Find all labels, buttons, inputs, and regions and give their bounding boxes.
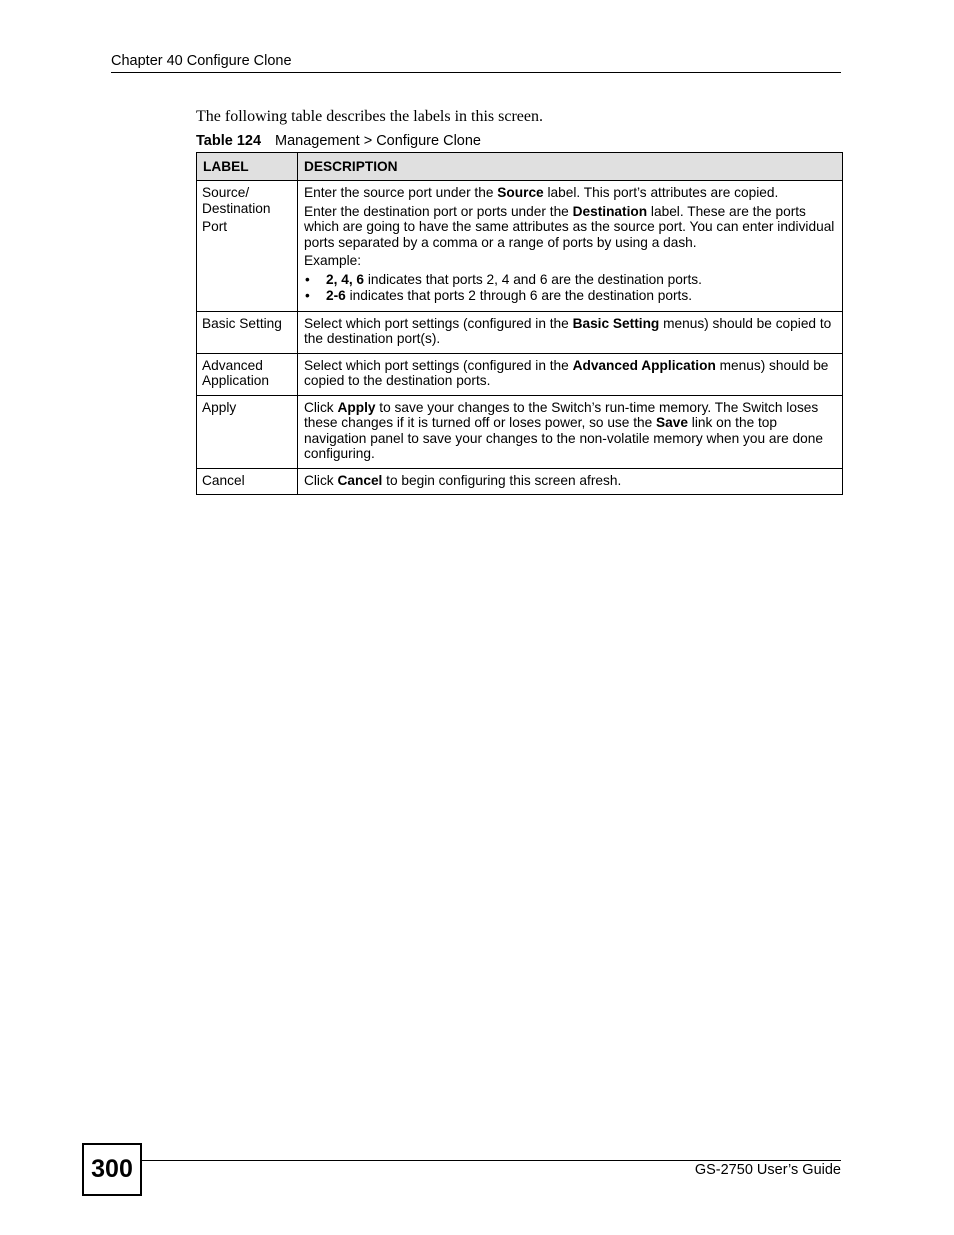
labels-table [196, 152, 843, 495]
table-row [197, 395, 843, 468]
label-cell: Apply [197, 395, 298, 468]
table-header-row [197, 153, 843, 181]
label-line: Application [202, 373, 269, 388]
description-cell [298, 181, 843, 312]
description-cell: Select which port settings (configured in the Advanced Application menus) should be copied to the destination ports. [298, 353, 843, 395]
list-item: • 2-6 indicates that ports 2 through 6 are the destination ports. [305, 288, 693, 303]
label-line: Destination [202, 200, 271, 216]
description-paragraph: Enter the destination port or ports under the Destination label. These are the ports which are going to have the same attributes as the source port. You can enter individual ports separated by a comma or a range of ports by using a dash. [304, 203, 835, 250]
table-row [197, 353, 843, 395]
page-number: 300 [82, 1143, 142, 1196]
table-row [197, 468, 843, 495]
table-title: Management > Configure Clone [275, 133, 481, 149]
example-list [304, 272, 836, 304]
header-label: LABEL [197, 153, 298, 181]
label-cell [197, 181, 298, 312]
label-cell: Basic Setting [197, 311, 298, 353]
label-line: Source/ [202, 185, 250, 200]
table-row [197, 311, 843, 353]
description-paragraph: Enter the source port under the Source label. This port’s attributes are copied. [304, 185, 779, 200]
label-cell: Cancel [197, 468, 298, 495]
description-cell: Select which port settings (configured in the Basic Setting menus) should be copied to the destination port(s). [298, 311, 843, 353]
running-header [111, 52, 841, 73]
label-cell [197, 353, 298, 395]
intro-paragraph: The following table describes the labels in this screen. [196, 108, 544, 125]
table-number: Table 124 [196, 133, 262, 149]
example-label: Example: [304, 253, 362, 268]
table-row [197, 181, 843, 312]
table-caption [196, 133, 481, 149]
header-description: DESCRIPTION [298, 153, 843, 181]
list-item: • 2, 4, 6 indicates that ports 2, 4 and 6 are the destination ports. [305, 271, 702, 287]
description-cell: Click Apply to save your changes to the Switch’s run-time memory. The Switch loses these changes if it is turned off or loses power, so use the Save link on the top navigation panel to save your changes to the non-volatile memory when you are done configuring. [298, 395, 843, 468]
label-line: Advanced [202, 357, 263, 373]
label-line: Port [202, 219, 228, 234]
chapter-title: Chapter 40 Configure Clone [111, 53, 292, 69]
guide-title: GS-2750 User’s Guide [694, 1162, 841, 1178]
footer-rule [141, 1160, 841, 1161]
description-cell: Click Cancel to begin configuring this screen afresh. [298, 468, 843, 495]
